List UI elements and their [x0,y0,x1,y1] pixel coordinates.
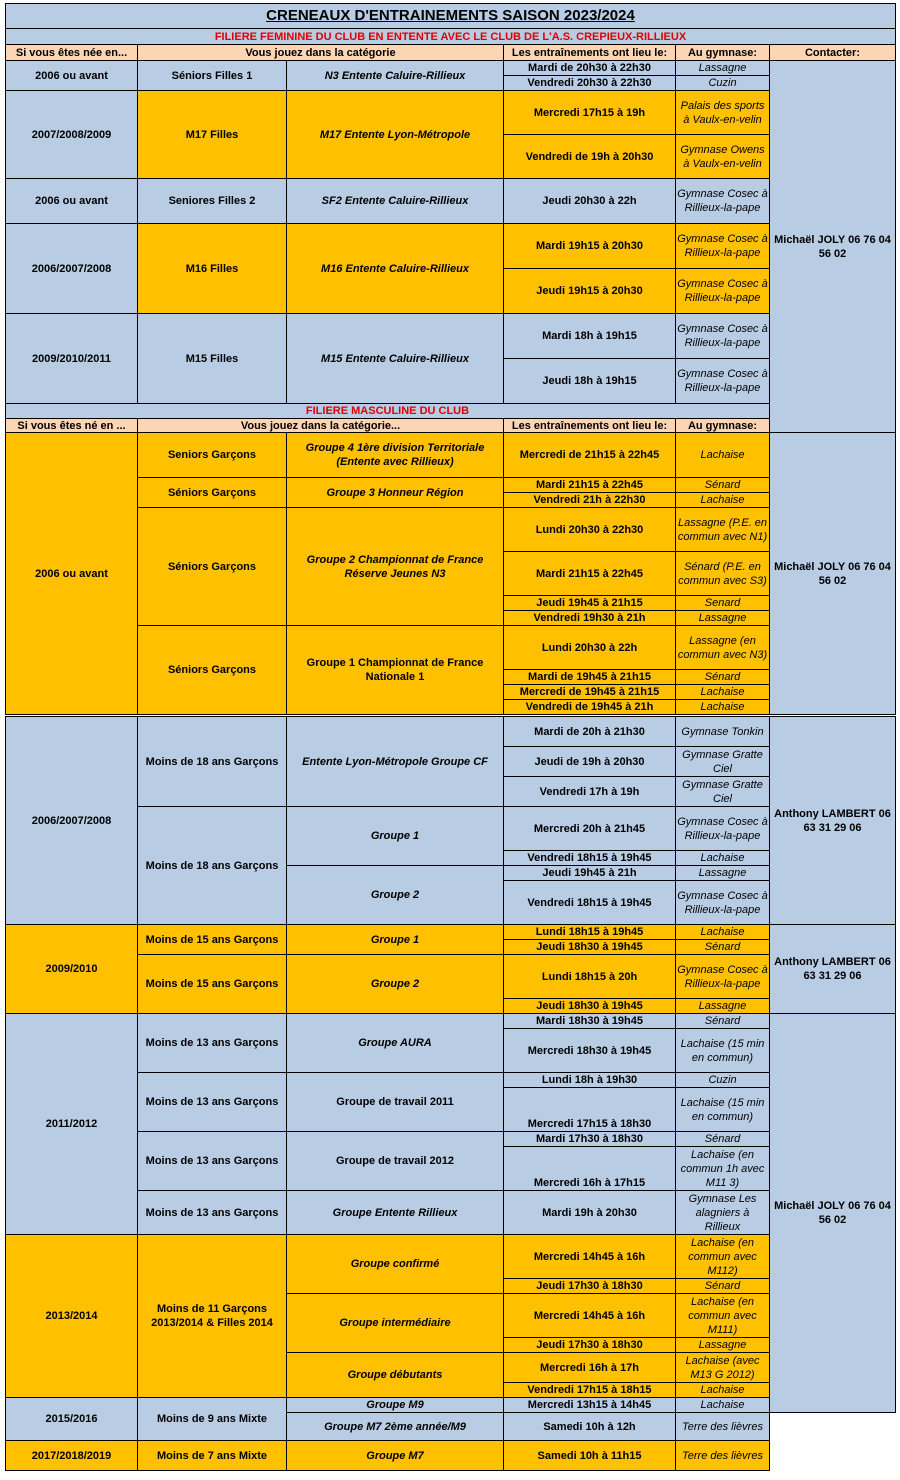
table-row: Vendredi 20h30 à 22h30 Cuzin [6,76,896,91]
table-row: 2007/2008/2009 M17 Filles M17 Entente Lyon-Métropole Mercredi 17h15 à 19h Palais des sports à Vaulx-en-velin [6,91,896,135]
table-row: Mercredi 18h30 à 19h45 Lachaise (15 min en commun) [6,1029,896,1073]
table-row: 2006 ou avant Seniores Filles 2 SF2 Entente Caluire-Rillieux Jeudi 20h30 à 22h Gymnase Cosec à Rillieux-la-pape [6,179,896,224]
table-row: 2009/2010 Moins de 15 ans Garçons Groupe 1 Lundi 18h15 à 19h45 Lachaise Anthony LAMBERT 06 63 31 29 06 [6,925,896,940]
table-row: Mercredi 17h15 à 18h30 Lachaise (15 min en commun) [6,1088,896,1132]
fem-column-headers [6,45,896,61]
table-row: Jeudi 17h30 à 18h30 Lassagne [6,1338,896,1353]
col-header-contact: Contacter: [770,45,896,61]
table-row: Mardi de 19h45 à 21h15 Sénard [6,670,896,685]
table-row: Séniors Garçons Groupe 3 Honneur Région Mardi 21h15 à 22h45 Sénard [6,478,896,493]
table-row: Groupe M7 2ème année/M9 Samedi 10h à 12h Terre des lièvres [6,1413,896,1441]
table-row: 2006 ou avant Séniors Filles 1 N3 Entente Caluire-Rillieux Mardi de 20h30 à 22h30 Lassagne Michaël JOLY 06 76 04 56 02 [6,61,896,76]
table-row: 2006/2007/2008 M16 Filles M16 Entente Caluire-Rillieux Mardi 19h15 à 20h30 Gymnase Cosec à Rillieux-la-pape [6,224,896,269]
table-row: 2006/2007/2008 Moins de 18 ans Garçons Entente Lyon-Métropole Groupe CF Mardi de 20h à 21h30 Gymnase Tonkin Anthony LAMBERT 06 63 31 29 06 [6,717,896,747]
col-header-sessions: Les entraînements ont lieu le: [504,45,676,61]
table-row: 2006 ou avant Seniors Garçons Groupe 4 1ère division Territoriale (Entente avec Rillieux) Mercredi de 21h15 à 22h45 Lachaise Michaël JOLY 06 76 04 56 02 [6,433,896,478]
table-row: Moins de 18 ans Garçons Groupe 1 Mercredi 20h à 21h45 Gymnase Cosec à Rillieux-la-pape [6,807,896,851]
masc-section-header: FILIERE MASCULINE DU CLUB [6,404,770,419]
masc-column-headers: Si vous êtes né en ... Vous jouez dans la catégorie... Les entraînements ont lieu le: Au gymnase: [6,419,896,434]
contact-joly: Michaël JOLY 06 76 04 56 02 [770,433,896,715]
table-row: Vendredi 21h à 22h30 Lachaise [6,493,896,508]
table-row: Mardi 21h15 à 22h45 Sénard (P.E. en commun avec S3) [6,552,896,596]
table-row: Moins de 15 ans Garçons Groupe 2 Lundi 18h15 à 20h Gymnase Cosec à Rillieux-la-pape [6,955,896,999]
table-row: Séniors Garçons Groupe 1 Championnat de France Nationale 1 Lundi 20h30 à 22h Lassagne (en commun avec N3) [6,626,896,670]
masc-youth-table [5,716,896,1471]
table-row: Vendredi 18h15 à 19h45 Lachaise [6,851,896,866]
table-row: 2015/2016 Moins de 9 ans Mixte Groupe M9 Mercredi 13h15 à 14h45 Lachaise [6,1398,896,1413]
training-schedule-table [5,3,896,434]
table-row: 2017/2018/2019 Moins de 7 ans Mixte Groupe M7 Samedi 10h à 11h15 Terre des lièvres [6,1441,896,1471]
table-row: Moins de 13 ans Garçons Groupe de travail 2011 Lundi 18h à 19h30 Cuzin [6,1073,896,1088]
table-row: Jeudi 18h30 à 19h45 Lassagne [6,999,896,1014]
fem-section-header: FILIERE FEMININE DU CLUB EN ENTENTE AVEC LE CLUB DE L'A.S. CREPIEUX-RILLIEUX [6,29,896,45]
table-row: Groupe 2 Jeudi 19h45 à 21h Lassagne [6,866,896,881]
table-row: Jeudi 18h à 19h15 Gymnase Cosec à Rillieux-la-pape [6,359,896,404]
table-row: Jeudi de 19h à 20h30 Gymnase Gratte Ciel [6,747,896,777]
table-row: Jeudi 17h30 à 18h30 Sénard [6,1279,896,1294]
table-row: Mercredi de 19h45 à 21h15 Lachaise [6,685,896,700]
table-row: Mercredi 16h à 17h15 Lachaise (en commun 1h avec M11 3) [6,1147,896,1191]
table-row: Jeudi 19h15 à 20h30 Gymnase Cosec à Rillieux-la-pape [6,269,896,314]
table-row: Groupe intermédiaire Mercredi 14h45 à 16h Lachaise (en commun avec M111) [6,1294,896,1338]
col-header-gym: Au gymnase: [676,45,770,61]
table-row: Groupe débutants Mercredi 16h à 17h Lachaise (avec M13 G 2012) [6,1353,896,1383]
table-row: 2013/2014 Moins de 11 Garçons 2013/2014 & Filles 2014 Groupe confirmé Mercredi 14h45 à 16h Lachaise (en commun avec M112) [6,1235,896,1279]
col-header-year: Si vous êtes née en... [6,45,138,61]
table-row: Séniors Garçons Groupe 2 Championnat de France Réserve Jeunes N3 Lundi 20h30 à 22h30 Lassagne (P.E. en commun avec N1) [6,508,896,552]
table-row: Vendredi 19h30 à 21h Lassagne [6,611,896,626]
table-row: Vendredi 18h15 à 19h45 Gymnase Cosec à Rillieux-la-pape [6,881,896,925]
masc-schedule-table [5,432,896,715]
contact-joly: Michaël JOLY 06 76 04 56 02 [770,61,896,434]
table-row: Vendredi de 19h45 à 21h Lachaise [6,700,896,715]
contact-lambert: Anthony LAMBERT 06 63 31 29 06 [770,925,896,1014]
table-row: Vendredi de 19h à 20h30 Gymnase Owens à Vaulx-en-velin [6,135,896,179]
table-row: Vendredi 17h à 19h Gymnase Gratte Ciel [6,777,896,807]
contact-lambert: Anthony LAMBERT 06 63 31 29 06 [770,717,896,925]
table-row: 2011/2012 Moins de 13 ans Garçons Groupe AURA Mardi 18h30 à 19h45 Sénard Michaël JOLY 06 76 04 56 02 [6,1014,896,1029]
col-header-category: Vous jouez dans la catégorie [138,45,504,61]
table-row: Jeudi 18h30 à 19h45 Sénard [6,940,896,955]
table-row: Moins de 13 ans Garçons Groupe Entente Rillieux Mardi 19h à 20h30 Gymnase Les alagniers à Rillieux [6,1191,896,1235]
table-row: 2009/2010/2011 M15 Filles M15 Entente Caluire-Rillieux Mardi 18h à 19h15 Gymnase Cosec à Rillieux-la-pape [6,314,896,359]
table-row: Jeudi 19h45 à 21h15 Senard [6,596,896,611]
contact-joly: Michaël JOLY 06 76 04 56 02 [770,1014,896,1413]
page-title: CRENEAUX D'ENTRAINEMENTS SAISON 2023/2024 [6,4,896,29]
table-row: Moins de 13 ans Garçons Groupe de travail 2012 Mardi 17h30 à 18h30 Sénard [6,1132,896,1147]
table-row: Vendredi 17h15 à 18h15 Lachaise [6,1383,896,1398]
